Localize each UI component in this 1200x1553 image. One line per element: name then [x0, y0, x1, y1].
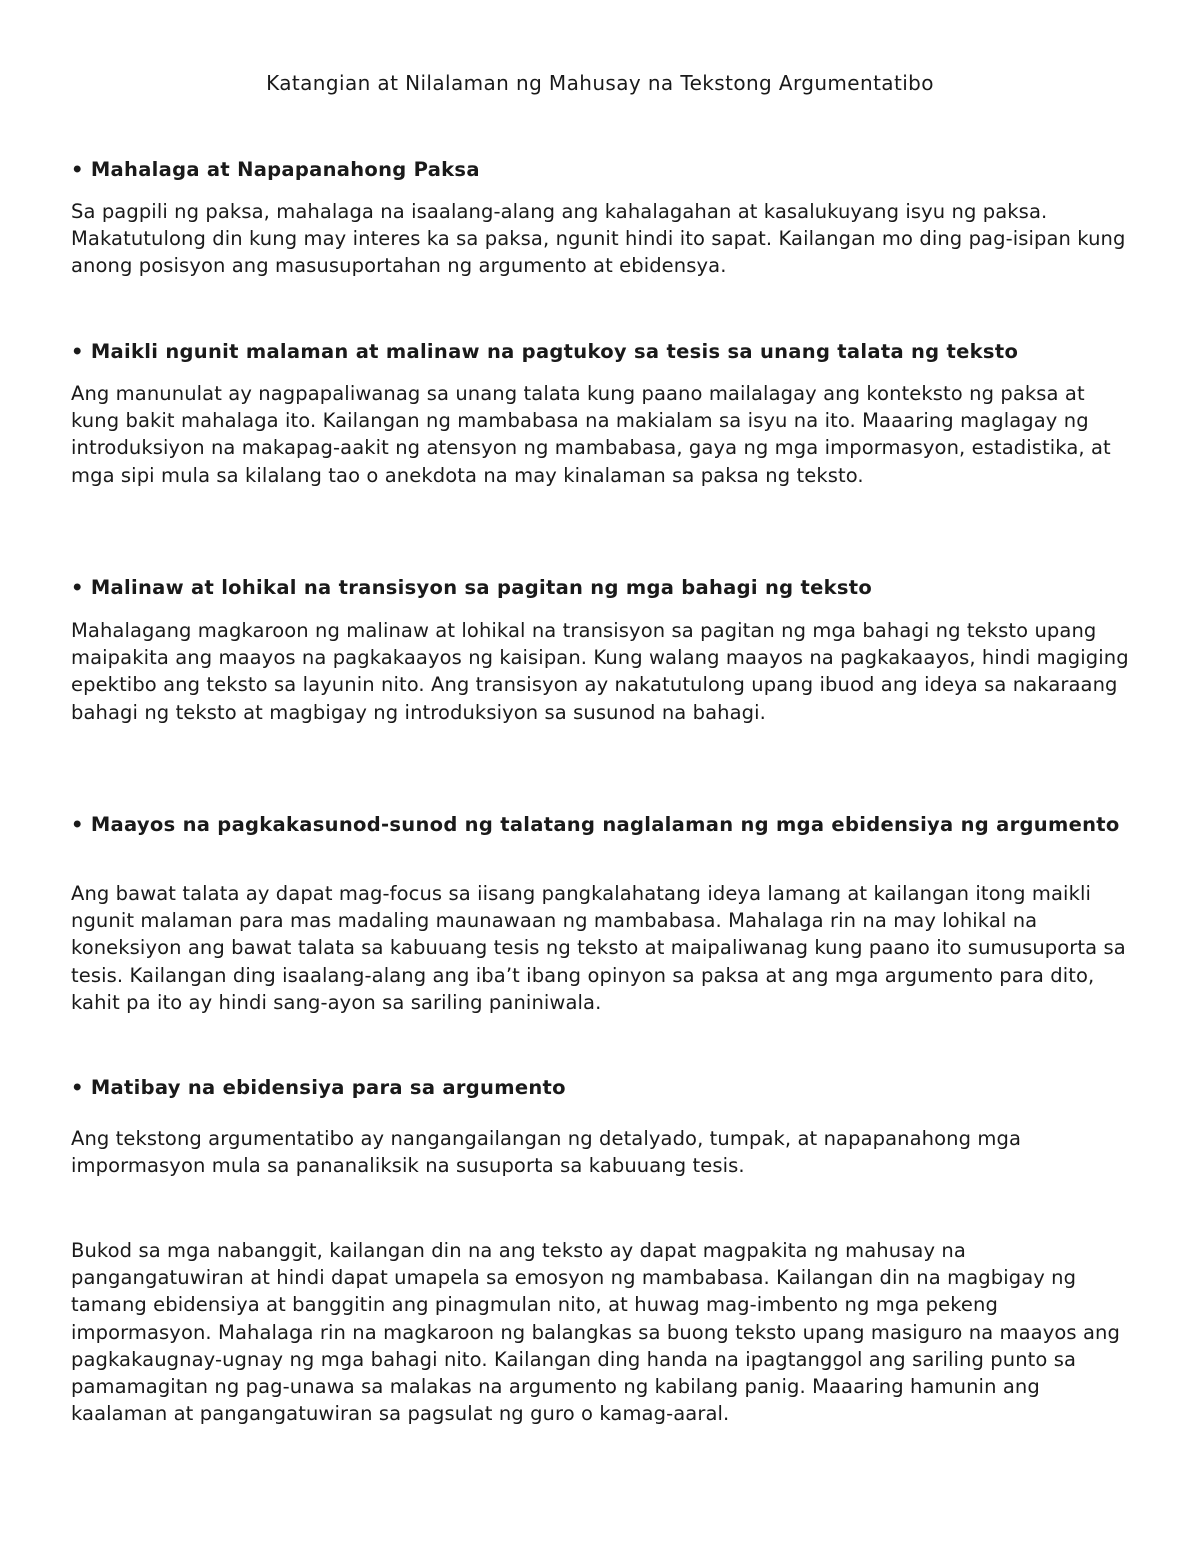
section-heading-2: • Maikli ngunit malaman at malinaw na pagtukoy sa tesis sa unang talata ng teksto — [71, 340, 1019, 363]
closing-paragraph: Bukod sa mga nabanggit, kailangan din na ang teksto ay dapat magpakita ng mahusay na pangangatuwiran at hindi dapat umapela sa emosyon ng mambabasa. Kailangan din na magbigay ng tamang ebidensiya at banggitin ang pinagmulan nito, at huwag mag-imbento ng mga pekeng impormasyon. Mahalaga rin na magkaroon ng balangkas sa buong teksto upang masiguro na maayos ang pagkakaugnay-ugnay ng mga bahagi nito. Kailangan ding handa na ipagtanggol ang sariling punto sa pamamagitan ng pag-unawa sa malakas na argumento ng kabilang panig. Maaaring hamunin ang kaalaman at pangangatuwiran sa pagsulat ng guro o kamag-aaral. — [71, 1239, 1120, 1426]
section-body-1: Sa pagpili ng paksa, mahalaga na isaalang-alang ang kahalagahan at kasalukuyang isyu ng paksa. Makatutulong din kung may interes ka sa paksa, ngunit hindi ito sapat. Kailangan mo ding pag-isipan kung anong posisyon ang masusuportahan ng argumento at ebidensya. — [71, 200, 1126, 278]
section-body-4: Ang bawat talata ay dapat mag-focus sa iisang pangkalahatang ideya lamang at kailangan itong maikli ngunit malaman para mas madaling maunawaan ng mambabasa. Mahalaga rin na may lohikal na koneksiyon ang bawat talata sa kabuuang tesis ng teksto at maipaliwanag kung paano ito sumusuporta sa tesis. Kailangan ding isaalang-alang ang iba’t ibang opinyon sa paksa at ang mga argumento para dito, kahit pa ito ay hindi sang-ayon sa sariling paniniwala. — [71, 882, 1126, 1014]
section-heading-3: • Malinaw at lohikal na transisyon sa pagitan ng mga bahagi ng teksto — [71, 576, 873, 599]
document-title: Katangian at Nilalaman ng Mahusay na Tekstong Argumentatibo — [266, 71, 934, 95]
section-heading-1: • Mahalaga at Napapanahong Paksa — [71, 158, 480, 181]
section-heading-5: • Matibay na ebidensiya para sa argumento — [71, 1076, 566, 1099]
section-body-3: Mahalagang magkaroon ng malinaw at lohikal na transisyon sa pagitan ng mga bahagi ng teksto upang maipakita ang maayos na pagkakaayos ng kaisipan. Kung walang maayos na pagkakaayos, hindi magiging epektibo ang teksto sa layunin nito. Ang transisyon ay nakatutulong upang ibuod ang ideya sa nakaraang bahagi ng teksto at magbigay ng introduksiyon sa susunod na bahagi. — [71, 619, 1129, 724]
section-body-5: Ang tekstong argumentatibo ay nangangailangan ng detalyado, tumpak, at napapanahong mga impormasyon mula sa pananaliksik na susuporta sa kabuuang tesis. — [71, 1127, 1022, 1178]
section-body-2: Ang manunulat ay nagpapaliwanag sa unang talata kung paano mailalagay ang konteksto ng paksa at kung bakit mahalaga ito. Kailangan ng mambabasa na makialam sa isyu na ito. Maaaring maglagay ng introduksiyon na makapag-aakit ng atensyon ng mambabasa, gaya ng mga impormasyon, estadistika, at mga sipi mula sa kilalang tao o anekdota na may kinalaman sa paksa ng teksto. — [71, 382, 1111, 487]
section-heading-4: • Maayos na pagkakasunod-sunod ng talatang naglalaman ng mga ebidensiya ng argumento — [71, 813, 1120, 836]
